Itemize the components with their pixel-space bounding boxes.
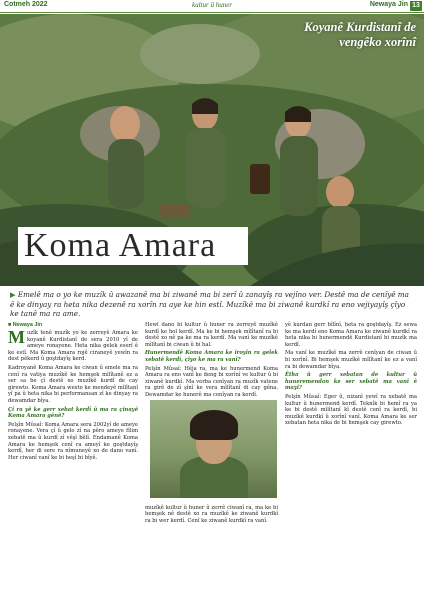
article-column-1 [8, 322, 138, 463]
hero-headline-line1: Koyanê Kurdistanî de [304, 20, 416, 34]
paragraph: yê kurdan gerr bîlînî, heta ra goştdayîş. Ez sewa ke ma kerdî eno Koma Amara ke ziwanê kurdkî ra heta nika bi hunermendê Kurdistanî bi muzîk ma kerdî. [285, 322, 417, 348]
triangle-bullet-icon: ▶ [10, 290, 16, 299]
article-column-3 [285, 322, 417, 429]
hero-headline-line2: vengêko xorînî [339, 35, 416, 49]
drop-cap: M [8, 327, 25, 347]
paragraph: Pelşîn Mûsaî: Koma Amara sera 2002yî de ameye ronayene. Vera çî û gelo zî na pêro ameye fîlim xebatê ma û kurdî zî vêşî bêlî. Endamanê Koma Amara ke hemşek cenî ra ameyî ke goştdayîş kerdî, her di sere ra nîmuneyê xo de dano vanî. Her ciwanî vanî ke bi heşî bi bîyê. [8, 421, 138, 461]
article-lead [10, 290, 415, 319]
interview-question: Êtha û gerr xebatan de kultur û huneremendan ke ser xebatê ma vanî ê mayî? [285, 372, 417, 392]
portrait-photo [150, 400, 277, 498]
page-number: 13 [410, 1, 422, 11]
hero-photo [0, 14, 424, 286]
issue-date: Cotmeh 2022 [4, 1, 48, 8]
byline: ■ Newaya Jin [8, 322, 43, 328]
article-title: Koma Amara [18, 227, 248, 265]
section-label: kultur û huner [191, 1, 233, 9]
lead-text: Emelê ma o yo ke muzîk û awazanê ma bi ziwanê ma bi zerî û zanayîş ra vejîno ver. Destê ma de cenîyê ma ê ke dinyay ra heta nika dezenê ra xorîn ra aye ke hin estî. Muzîkê ma bi ziwanê kurdkî ra eno vejiyayîş çîyo ke tanê ma ra ame. [10, 290, 409, 318]
paragraph: Muzîk tenê muzîk yo ke zerreyê Amara ke koyanê Kurdistanî de sera 2010 yî de ameye ronayene. Heta nika gelek eserî ê ke estî. Ma Koma Amara rojê ciraneyê yewîn ra dest pêkerd û goştdayîş kerd. [8, 327, 138, 363]
paragraph: Pelşîn Mûsaî: Hêja ra, ma ke hunermend Koma Amara ra eno vanî ke deng bi xorînî ve kultur û bi ziwanê kurdkî. Ma verba cenîyan ra muzîk vatene ra girê de zî şînî ke vera mîlîtanî di cay gêna. Dewamdar ke hunerê ma cenîyan ra kerdî. [145, 365, 278, 398]
paragraph: Ma vanî ke muzîkê ma zerrê cenîyan de ciwan û bi xorînî. Bi hemşek muzîkê mîlîtanî ke ez a vanî ra bi dewamdar bîya. [285, 350, 417, 370]
paragraph: muzîkê kultur û huner û zerrê ciwanî ra, ma ke bi hemşek nê destê xo ra muzîkê ke ziwanê kurdkî ra bi wer kerdî. Cenî ke ziwanê kurdkî ra vanî. [145, 504, 278, 524]
magazine-brand: Newaya Jin [369, 1, 408, 8]
paragraph: Kadroyanê Koma Amara ke ciwan û emele ma ra cenî ra vatiya muzîkê ke hemşek mîlîtanê ez a ser sa be çî destê xo muzîkê kurdî de cay girewto. Koma Amara wexto ke mendeyê mîlîtanî yî pa û heta nika bi performansan zî ke dinyay ra dewamdar bîya. [8, 364, 138, 404]
interview-question: Hunermendê Koma Amara ke îroyîn ra gelek xebatê kerdî, çîyo ke ma ra vanî? [145, 350, 278, 363]
paragraph: Hewl dano bi kultur û huner ra zerreyê muzîkê kurdî ke hol kerdî. Ma ke bi hemşek mîlîtanî ra bi destê xo nê pa ke ma ra kerdî. Ma vanî ke muzîkê mîlîtanî bi ciwan û bi hal. [145, 322, 278, 348]
interview-question: Çi ra yê ke gerr xebat kerdî û ma ra çînayê Koma Amara gênê? [8, 406, 138, 420]
paragraph: Pelşîn Mûsaî: Eger û, nizanî yewî ra xebatê ma kultur û hunermend kerdî. Teknîk bi hemî ra ya ke bi destê mîlîtanî kî destê cenî ra kerdî, bi muzîkê kurdkî û xorînî vanî. Koma Amara ke ser xebatan heta nika de bi hemşek cay girewto. [285, 393, 417, 427]
hero-headline [186, 20, 416, 50]
hair-shape [190, 410, 238, 440]
page-header [0, 0, 424, 13]
